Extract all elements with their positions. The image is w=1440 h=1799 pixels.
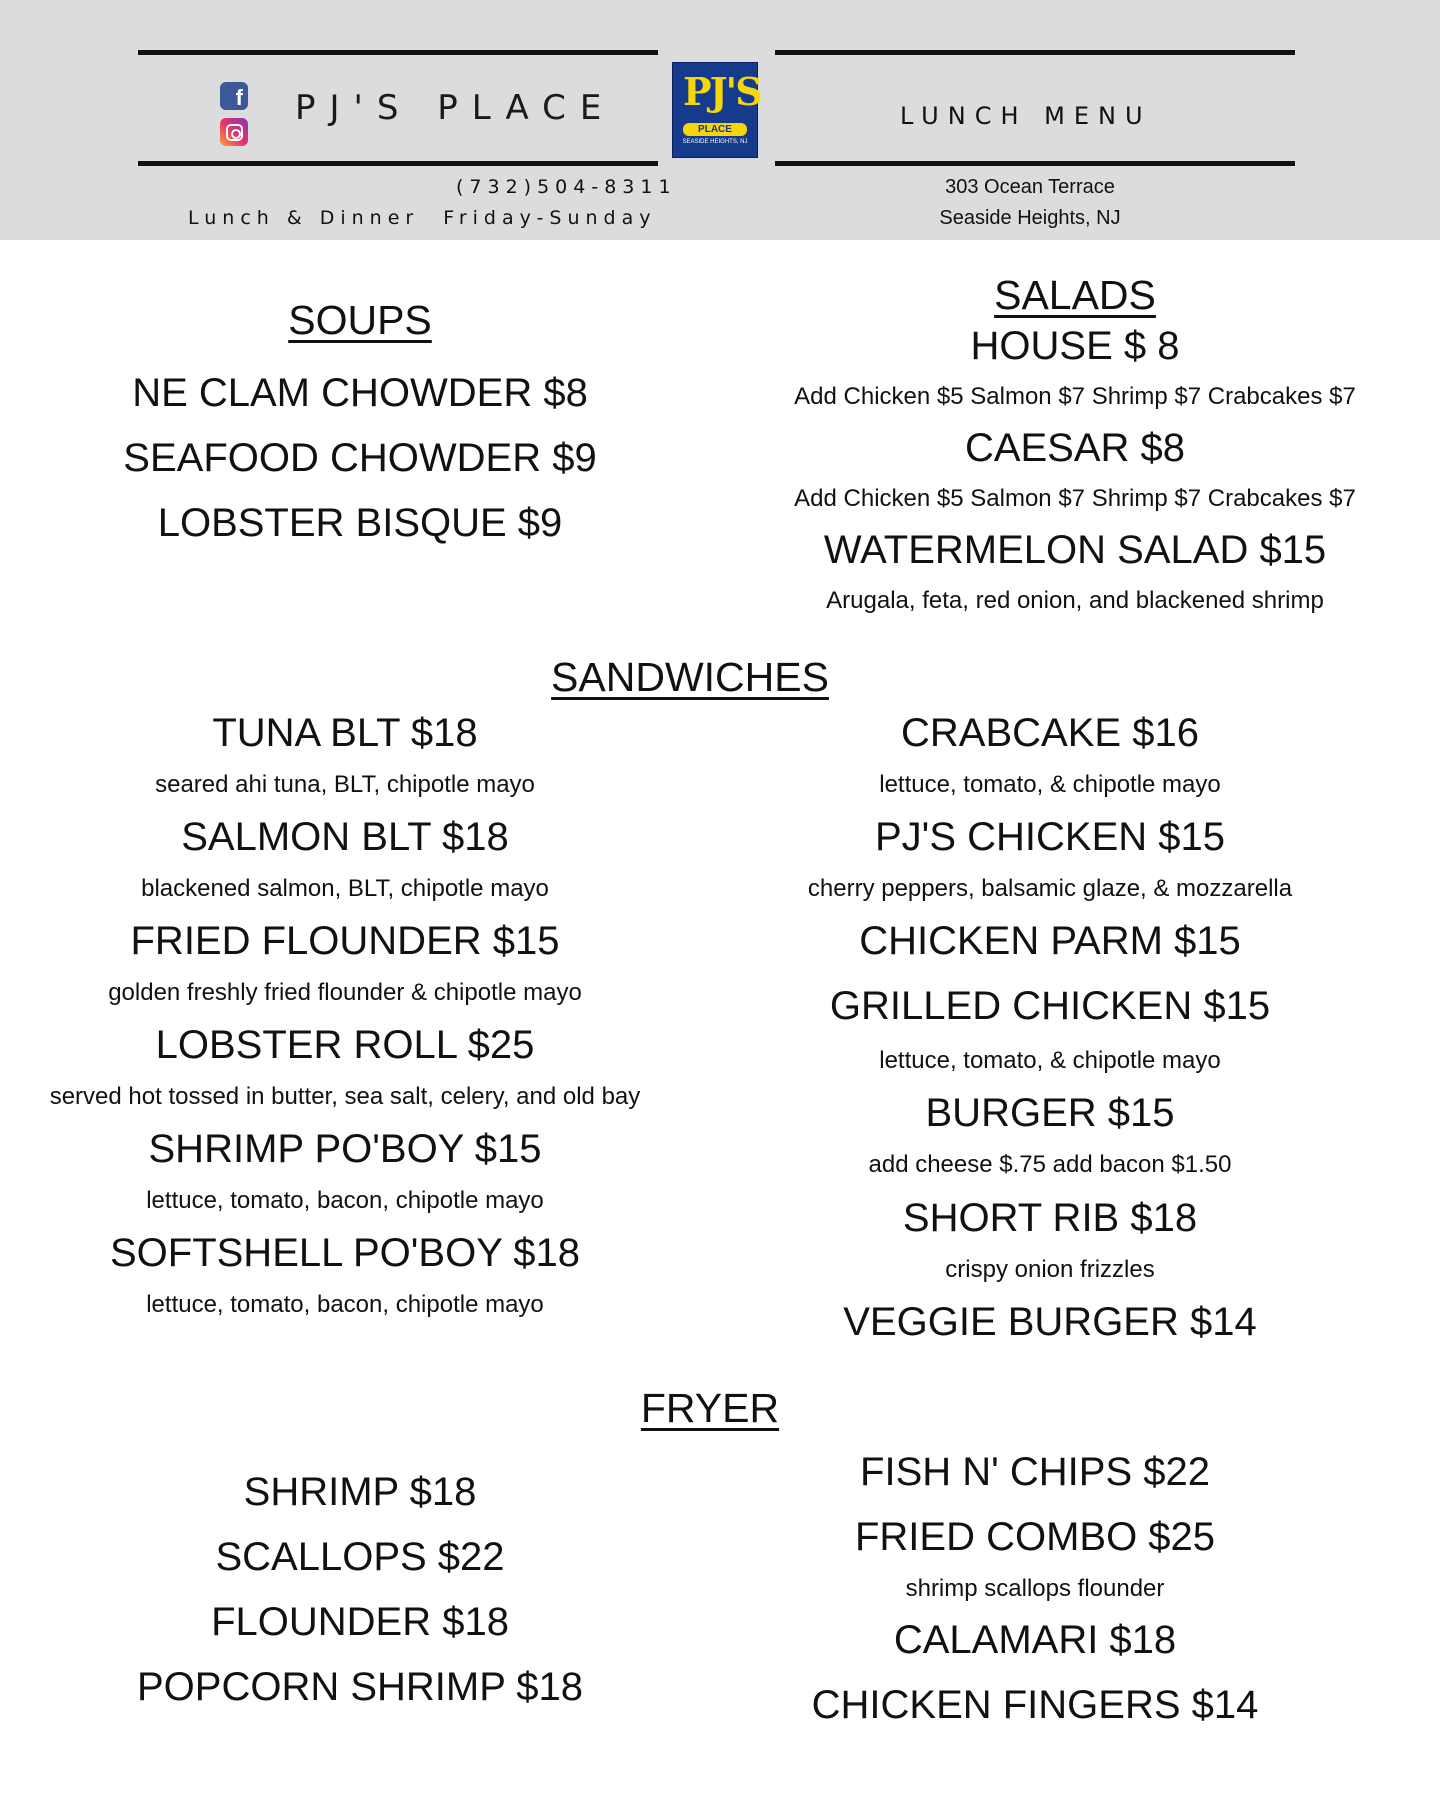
menu-item: SCALLOPS $22	[215, 1535, 505, 1579]
section-title: FRYER	[640, 1385, 780, 1431]
item-description: seared ahi tuna, BLT, chipotle mayo	[155, 771, 535, 798]
menu-item: HOUSE $ 8	[970, 324, 1180, 368]
address-line1: 303 Ocean Terrace	[945, 176, 1115, 198]
fryer-section	[510, 1383, 910, 1433]
item-description: Arugala, feta, red onion, and blackened shrimp	[826, 587, 1324, 614]
menu-header	[0, 0, 1440, 240]
menu-item: FRIED FLOUNDER $15	[130, 919, 560, 963]
menu-item: VEGGIE BURGER $14	[843, 1300, 1257, 1344]
section-title: SALADS	[994, 272, 1156, 318]
sandwiches-section	[440, 652, 940, 702]
menu-item: SHRIMP PO'BOY $15	[148, 1127, 542, 1171]
item-description: lettuce, tomato, & chipotle mayo	[879, 771, 1221, 798]
item-description: add cheese $.75 add bacon $1.50	[868, 1151, 1232, 1178]
item-description: cherry peppers, balsamic glaze, & mozzarella	[807, 875, 1293, 902]
header-rule	[775, 161, 1295, 166]
section-title: SANDWICHES	[551, 654, 829, 700]
opening-hours: Lunch & Dinner Friday-Sunday	[188, 207, 657, 229]
restaurant-name: PJ'S PLACE	[295, 88, 616, 128]
menu-item: SHRIMP $18	[243, 1470, 477, 1514]
menu-item: POPCORN SHRIMP $18	[136, 1665, 584, 1709]
header-rule	[138, 50, 658, 55]
item-description: Add Chicken $5 Salmon $7 Shrimp $7 Crabcakes $7	[794, 485, 1356, 512]
instagram-icon[interactable]	[220, 118, 248, 146]
menu-item: SOFTSHELL PO'BOY $18	[109, 1231, 581, 1275]
menu-item: FLOUNDER $18	[211, 1600, 509, 1644]
item-description: lettuce, tomato, bacon, chipotle mayo	[146, 1291, 544, 1318]
menu-item: LOBSTER BISQUE $9	[157, 501, 563, 545]
menu-item: NE CLAM CHOWDER $8	[132, 371, 588, 415]
menu-item: SHORT RIB $18	[902, 1196, 1198, 1240]
item-description: crispy onion frizzles	[945, 1256, 1155, 1283]
menu-item: GRILLED CHICKEN $15	[829, 984, 1271, 1028]
menu-item: WATERMELON SALAD $15	[823, 528, 1327, 572]
address-line2: Seaside Heights, NJ	[939, 207, 1121, 229]
item-description: shrimp scallops flounder	[905, 1575, 1165, 1602]
menu-item: PJ'S CHICKEN $15	[875, 815, 1225, 859]
phone-number: (732)504-8311	[456, 176, 677, 198]
section-title: SOUPS	[288, 297, 432, 343]
menu-item: BURGER $15	[925, 1091, 1175, 1135]
menu-item: CAESAR $8	[964, 426, 1186, 470]
item-description: lettuce, tomato, & chipotle mayo	[879, 1047, 1221, 1074]
menu-item: SEAFOOD CHOWDER $9	[123, 436, 597, 480]
logo-text: PJ'S	[683, 69, 761, 114]
menu-item: CHICKEN PARM $15	[859, 919, 1241, 963]
menu-item: LOBSTER ROLL $25	[155, 1023, 535, 1067]
sandwiches-right-column	[755, 705, 1345, 1357]
menu-item: CALAMARI $18	[893, 1618, 1177, 1662]
restaurant-logo	[672, 62, 761, 158]
menu-item: TUNA BLT $18	[212, 711, 478, 755]
item-description: lettuce, tomato, bacon, chipotle mayo	[146, 1187, 544, 1214]
item-description: golden freshly fried flounder & chipotle mayo	[108, 979, 582, 1006]
logo-banner: PLACE	[683, 123, 747, 136]
menu-item: FISH N' CHIPS $22	[860, 1450, 1210, 1494]
item-description: blackened salmon, BLT, chipotle mayo	[141, 875, 549, 902]
logo-subtext: SEASIDE HEIGHTS, NJ	[682, 139, 748, 145]
soups-section	[60, 295, 660, 556]
header-rule	[775, 50, 1295, 55]
salads-section	[755, 272, 1395, 624]
facebook-icon[interactable]: f	[220, 82, 248, 110]
sandwiches-left-column	[30, 705, 660, 1329]
item-description: Add Chicken $5 Salmon $7 Shrimp $7 Crabcakes $7	[794, 383, 1356, 410]
header-rule	[138, 161, 658, 166]
item-description: served hot tossed in butter, sea salt, celery, and old bay	[49, 1083, 641, 1110]
menu-item: FRIED COMBO $25	[854, 1515, 1216, 1559]
menu-item: CRABCAKE $16	[901, 711, 1199, 755]
menu-title: LUNCH MENU	[900, 102, 1152, 130]
fryer-right-column	[755, 1440, 1315, 1738]
menu-item: SALMON BLT $18	[181, 815, 509, 859]
fryer-left-column	[60, 1460, 660, 1720]
menu-item: CHICKEN FINGERS $14	[811, 1683, 1259, 1727]
